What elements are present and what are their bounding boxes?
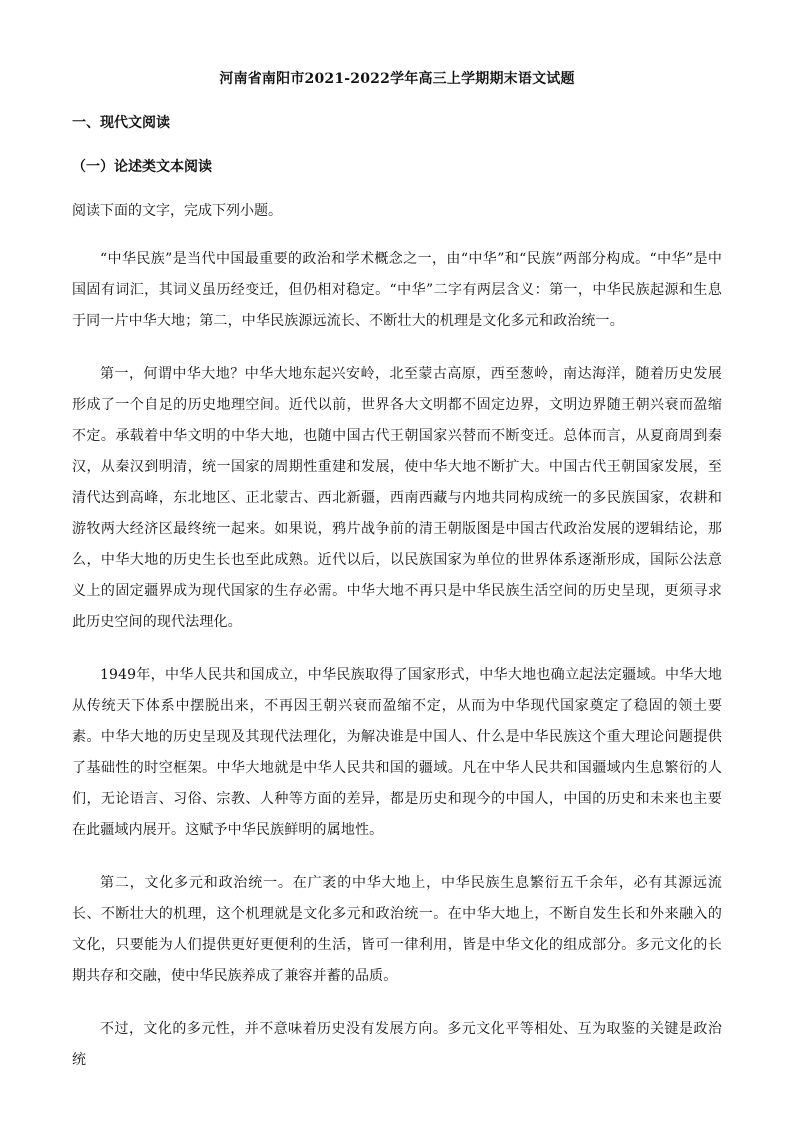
subsection-heading: （一）论述类文本阅读: [72, 159, 212, 175]
paragraph-1: “中华民族”是当代中国最重要的政治和学术概念之一，由“中华”和“民族”两部分构成。“中华”是中国固有词汇，其词义虽历经变迁，但仍相对稳定。“中华”二字有两层含义：第一，中华民族起源和生息于同一片中华大地；第二，中华民族源远流长、不断壮大的机理是文化多元和政治统一。: [72, 251, 722, 329]
document-page: [72, 60, 722, 1076]
paragraph-4: 第二，文化多元和政治统一。在广袤的中华大地上，中华民族生息繁衍五千余年，必有其源远流长、不断壮大的机理，这个机理就是文化多元和政治统一。在中华大地上，不断自发生长和外来融入的文化，只要能为人们提供更好更便利的生活，皆可一律利用，皆是中华文化的组成部分。多元文化的长期共存和交融，使中华民族养成了兼容并蓄的品质。: [72, 875, 722, 984]
section-heading: 一、现代文阅读: [72, 115, 170, 131]
paragraph-5: 不过，文化的多元性，并不意味着历史没有发展方向。多元文化平等相处、互为取鉴的关键是政治统: [72, 1021, 722, 1068]
document-title: 河南省南阳市2021-2022学年高三上学期期末语文试题: [219, 71, 575, 87]
paragraph-2: 第一，何谓中华大地？中华大地东起兴安岭，北至蒙古高原，西至葱岭，南达海洋，随着历史发展形成了一个自足的历史地理空间。近代以前，世界各大文明都不固定边界，文明边界随王朝兴衰而盈缩不定。承载着中华文明的中华大地，也随中国古代王朝国家兴替而不断变迁。总体而言，从夏商周到秦汉，从秦汉到明清，统一国家的周期性重建和发展，使中华大地不断扩大。中国古代王朝国家发展，至清代达到高峰，东北地区、正北蒙古、西北新疆，西南西藏与内地共同构成统一的多民族国家，农耕和游牧两大经济区最终统一起来。如果说，鸦片战争前的清王朝版图是中国古代政治发展的逻辑结论，那么，中华大地的历史生长也至此成熟。近代以后，以民族国家为单位的世界体系逐渐形成，国际公法意义上的固定疆界成为现代国家的生存必需。中华大地不再只是中华民族生活空间的历史呈现，更须寻求此历史空间的现代法理化。: [72, 366, 722, 630]
reading-instruction: 阅读下面的文字，完成下列小题。: [72, 203, 282, 219]
paragraph-3: 1949年，中华人民共和国成立，中华民族取得了国家形式，中华大地也确立起法定疆域。中华大地从传统天下体系中摆脱出来，不再因王朝兴衰而盈缩不定，从而为中华现代国家奠定了稳固的领土要素。中华大地的历史呈现及其现代法理化，为解决谁是中国人、什么是中华民族这个重大理论问题提供了基础性的时空框架。中华大地就是中华人民共和国的疆域。凡在中华人民共和国疆域内生息繁衍的人们，无论语言、习俗、宗教、人种等方面的差异，都是历史和现今的中国人，中国的历史和未来也主要在此疆域内展开。这赋予中华民族鲜明的属地性。: [72, 667, 722, 838]
